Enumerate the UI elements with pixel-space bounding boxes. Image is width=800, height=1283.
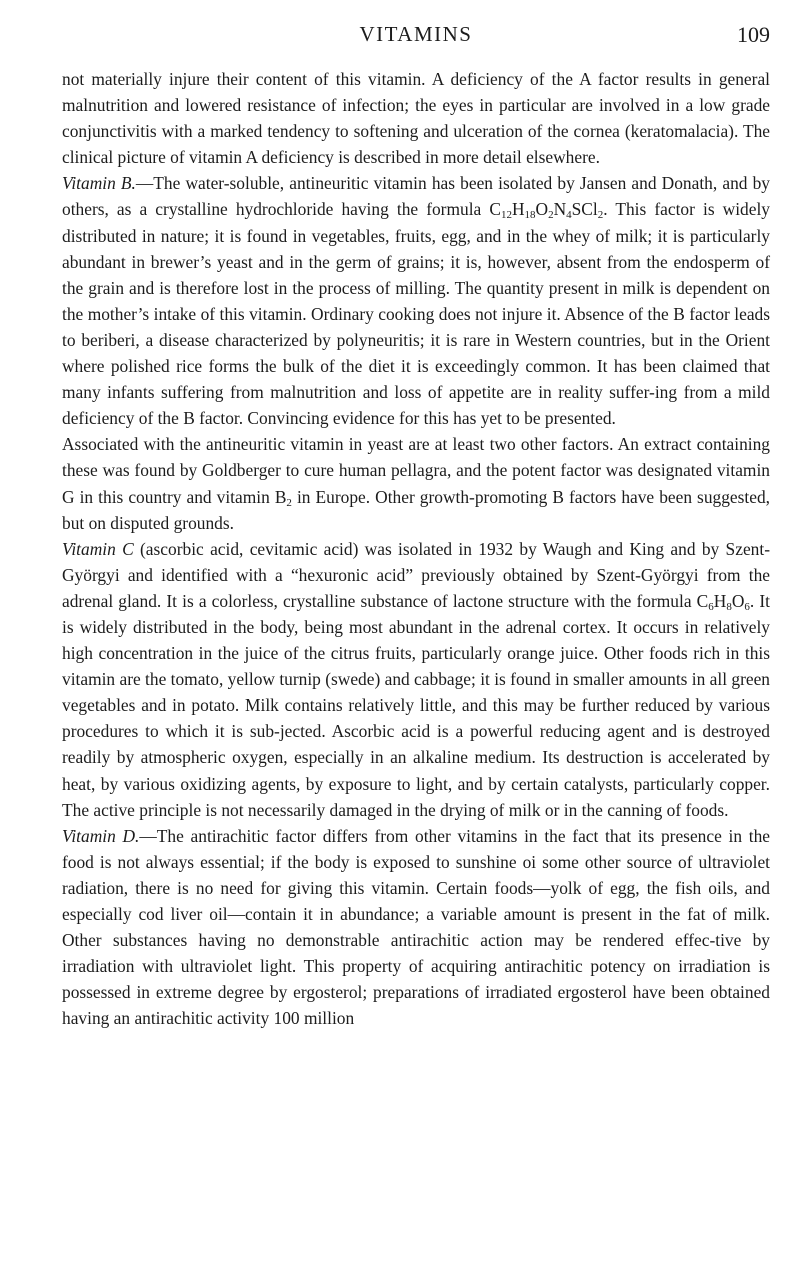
- paragraph-vitamin-c: [62, 536, 770, 823]
- formula-element: N: [553, 199, 567, 220]
- formula-subscript: 8: [726, 600, 732, 613]
- formula-subscript: 12: [500, 209, 512, 222]
- formula-element: H: [511, 199, 525, 220]
- formula-element: O: [731, 590, 745, 611]
- paragraph-text: . It is widely distributed in the body, being most abundant in the adrenal cortex. It occurs in relatively high concentration in the juice of the citrus fruits, particularly orange juice. Other foods rich in this vitamin are the tomato, yellow turnip (swede) and cabbage; it is found in smaller amounts in all green vegetables and in potato. Milk contains relatively little, and this may be further reduced by various procedures to which it is sub-jected. Ascorbic acid is a powerful reducing agent and is destroyed readily by atmospheric oxygen, especially in an alkaline medium. Its destruction is accelerated by heat, by various oxidizing agents, by exposure to light, and by certain catalysts, particularly copper. The active principle is not necessarily damaged in the drying of milk or in the canning of foods.: [62, 590, 770, 820]
- formula-subscript: 18: [524, 209, 536, 222]
- formula-subscript: 6: [708, 600, 714, 613]
- running-header: [62, 22, 770, 62]
- paragraph-text: —The water-soluble, antineuritic vitamin has been isolated by Jansen and Donath, and by others, as a crystalline hydrochloride having the formula C: [62, 173, 770, 220]
- section-heading-vitamin-b: Vitamin B.: [62, 173, 136, 194]
- book-page: [62, 22, 770, 1031]
- formula-element: SCl: [571, 199, 598, 220]
- formula-subscript: 2: [286, 496, 292, 509]
- running-title: VITAMINS: [359, 22, 473, 46]
- formula-subscript: 4: [566, 209, 572, 222]
- formula-subscript: 2: [597, 209, 604, 222]
- body-text: [62, 66, 770, 1031]
- paragraph-text: in Europe. Other growth-promoting B factors have been suggested, but on disputed grounds.: [62, 486, 770, 533]
- paragraph-text: . This factor is widely distributed in nature; it is found in vegetables, fruits, egg, and in the whey of milk; it is particularly abundant in brewer’s yeast and in the germ of grains; it is, however, absent from the endosperm of the grain and is therefore lost in the process of milling. The quantity present in milk is dependent on the mother’s intake of this vitamin. Ordinary cooking does not injure it. Absence of the B factor leads to beriberi, a disease characterized by polyneuritis; it is rare in Western countries, but in the Orient where polished rice forms the bulk of the diet it is exceedingly common. It has been claimed that many infants suffering from malnutrition and loss of appetite are in reality suffer-ing from a mild deficiency of the B factor. Convincing evidence for this has yet to be presented.: [62, 199, 770, 429]
- formula-subscript: 2: [548, 209, 554, 222]
- paragraph-text: —The antirachitic factor differs from other vitamins in the fact that its presence in the food is not always essential; if the body is exposed to sunshine oi some other source of ultraviolet radiation, there is no need for giving this vitamin. Certain foods—yolk of egg, the fish oils, and especially cod liver oil—contain it in abundance; a variable amount is present in the fat of milk. Other substances having no demonstrable antirachitic action may be rendered effec-tive by irradiation with ultraviolet light. This property of acquiring antirachitic potency on irradiation is possessed in extreme degree by ergosterol; preparations of irradiated ergosterol have been obtained having an antirachitic activity 100 million: [62, 825, 771, 1029]
- paragraph-vitamin-b: [62, 170, 770, 431]
- formula-element: H: [713, 590, 727, 611]
- paragraph-associated-factors: [62, 431, 770, 535]
- formula-element: O: [535, 199, 549, 220]
- page-number: 109: [737, 22, 770, 47]
- section-heading-vitamin-c: Vitamin C: [62, 538, 134, 559]
- paragraph-text: (ascorbic acid, cevitamic acid) was isolated in 1932 by Waugh and King and by Szent-Györgyi and identified with a “hexuronic acid” previously obtained by Szent-Györgyi from the adrenal gland. It is a colorless, crystalline substance of lactone structure with the formula C: [62, 538, 770, 611]
- paragraph-vitamin-a: [62, 66, 770, 170]
- formula-subscript: 6: [744, 600, 750, 613]
- paragraph-vitamin-d: [62, 823, 770, 1032]
- paragraph-text: not materially injure their content of this vitamin. A deficiency of the A factor results in general malnutrition and lowered resistance of infection; the eyes in particular are involved in a low grade conjunctivitis with a marked tendency to softening and ulceration of the cornea (keratomalacia). The clinical picture of vitamin A deficiency is described in more detail elsewhere.: [62, 69, 770, 168]
- paragraph-text: Associated with the antineuritic vitamin in yeast are at least two other factors. An extract containing these was found by Goldberger to cure human pellagra, and the potent factor was designated vitamin G in this country and vitamin B: [62, 434, 770, 507]
- section-heading-vitamin-d: Vitamin D.: [62, 825, 140, 846]
